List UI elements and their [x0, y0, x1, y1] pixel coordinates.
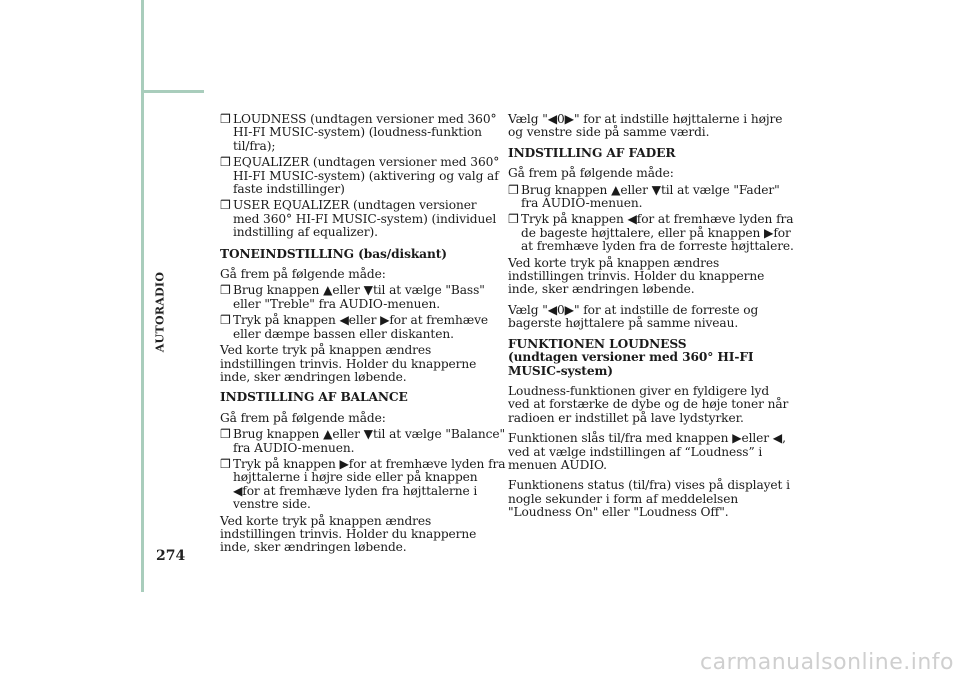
- left-column: [220, 113, 506, 562]
- page-number: 274: [156, 548, 186, 564]
- section-tab-label: AUTORADIO: [153, 271, 167, 353]
- section-heading-loudness: FUNKTIONEN LOUDNESS (undtagen versioner med 360° HI-FI MUSIC-system): [508, 336, 754, 378]
- paragraph: Ved korte tryk på knappen ændres indstillingen trinvis. Holder du knapperne inde, sker ændringen løbende.: [220, 513, 477, 555]
- paragraph: Gå frem på følgende måde:: [220, 267, 386, 282]
- right-column: [508, 113, 794, 527]
- right-arrow-icon: ▶: [764, 225, 774, 240]
- paragraph: Loudness-funktionen giver en fyldigere lyd ved at forstærke de dybe og de høje toner når radioen er indstillet på lave lydstyrker.: [508, 383, 789, 425]
- right-arrow-icon: ▶: [732, 431, 742, 446]
- checkbox-bullet-icon: ❒: [220, 198, 231, 213]
- list-item: ❒ Tryk på knappen ▶for at fremhæve lyden fra højttalerne i højre side eller på knappen ◀for at fremhæve lyden fra højttalerne i venstre side.: [220, 456, 506, 512]
- right-arrow-icon: ▶: [380, 313, 390, 328]
- right-arrow-icon: ▶: [339, 456, 349, 471]
- paragraph: Gå frem på følgende måde:: [220, 410, 386, 425]
- checkbox-bullet-icon: ❒: [508, 212, 519, 227]
- margin-rule-corner: [141, 90, 204, 93]
- margin-rule: [141, 0, 144, 592]
- list-item: ❒ Brug knappen ▲eller ▼til at vælge "Balance" fra AUDIO-menuen.: [220, 427, 505, 455]
- left-arrow-icon: ◀: [627, 212, 637, 227]
- list-item: ❒ Tryk på knappen ◀eller ▶for at fremhæve eller dæmpe bassen eller diskanten.: [220, 313, 488, 341]
- left-arrow-icon: ◀: [547, 302, 557, 317]
- checkbox-bullet-icon: ❒: [508, 182, 519, 197]
- list-item: ❒ EQUALIZER (undtagen versioner med 360° HI-FI MUSIC-system) (aktivering og valg af faste indstillinger): [220, 155, 500, 197]
- right-arrow-icon: ▶: [564, 302, 574, 317]
- left-arrow-icon: ◀: [547, 112, 557, 126]
- paragraph: Ved korte tryk på knappen ændres indstillingen trinvis. Holder du knapperne inde, sker ændringen løbende.: [508, 255, 765, 297]
- up-arrow-icon: ▲: [323, 283, 333, 298]
- list-item: ❒ Tryk på knappen ◀for at fremhæve lyden fra de bageste højttalere, eller på knappen ▶for at fremhæve lyden fra de forreste højttalere.: [508, 212, 794, 254]
- checkbox-bullet-icon: ❒: [220, 313, 231, 328]
- left-arrow-icon: ◀: [339, 313, 349, 328]
- list-item: ❒ USER EQUALIZER (undtagen versioner med 360° HI-FI MUSIC-system) (individuel indstilling af equalizer).: [220, 198, 497, 240]
- down-arrow-icon: ▼: [363, 427, 373, 442]
- section-heading-balance: INDSTILLING AF BALANCE: [220, 390, 408, 405]
- list-item: ❒ LOUDNESS (undtagen versioner med 360° HI-FI MUSIC-system) (loudness-funktion til/fra);: [220, 112, 497, 153]
- paragraph: Gå frem på følgende måde:: [508, 166, 674, 181]
- paragraph: Vælg "◀0▶" for at indstille højttalerne i højre og venstre side på samme værdi.: [508, 112, 783, 140]
- checkbox-bullet-icon: ❒: [220, 427, 231, 442]
- list-item: ❒ Brug knappen ▲eller ▼til at vælge "Bass" eller "Treble" fra AUDIO-menuen.: [220, 283, 485, 311]
- right-arrow-icon: ▶: [564, 112, 574, 126]
- checkbox-bullet-icon: ❒: [220, 112, 231, 126]
- up-arrow-icon: ▲: [323, 427, 333, 442]
- section-heading-fader: INDSTILLING AF FADER: [508, 145, 676, 160]
- up-arrow-icon: ▲: [611, 182, 621, 197]
- checkbox-bullet-icon: ❒: [220, 283, 231, 298]
- paragraph: Ved korte tryk på knappen ændres indstillingen trinvis. Holder du knapperne inde, sker ændringen løbende.: [220, 343, 477, 384]
- watermark: carmanualsonline.info: [700, 650, 954, 675]
- paragraph: Vælg "◀0▶" for at indstille de forreste og bagerste højttalere på samme niveau.: [508, 302, 759, 331]
- down-arrow-icon: ▼: [363, 283, 373, 298]
- down-arrow-icon: ▼: [651, 182, 661, 197]
- paragraph: Funktionens status (til/fra) vises på displayet i nogle sekunder i form af meddelelsen "Loudness On" eller "Loudness Off".: [508, 478, 790, 520]
- paragraph: Funktionen slås til/fra med knappen ▶eller ◀, ved at vælge indstillingen af “Loudness” i menuen AUDIO.: [508, 431, 786, 472]
- left-arrow-icon: ◀: [233, 483, 243, 498]
- checkbox-bullet-icon: ❒: [220, 456, 231, 471]
- left-arrow-icon: ◀: [772, 431, 783, 446]
- list-item: ❒ Brug knappen ▲eller ▼til at vælge "Fader" fra AUDIO-menuen.: [508, 182, 780, 211]
- checkbox-bullet-icon: ❒: [220, 155, 231, 170]
- section-heading-tone: TONEINDSTILLING (bas/diskant): [220, 246, 447, 261]
